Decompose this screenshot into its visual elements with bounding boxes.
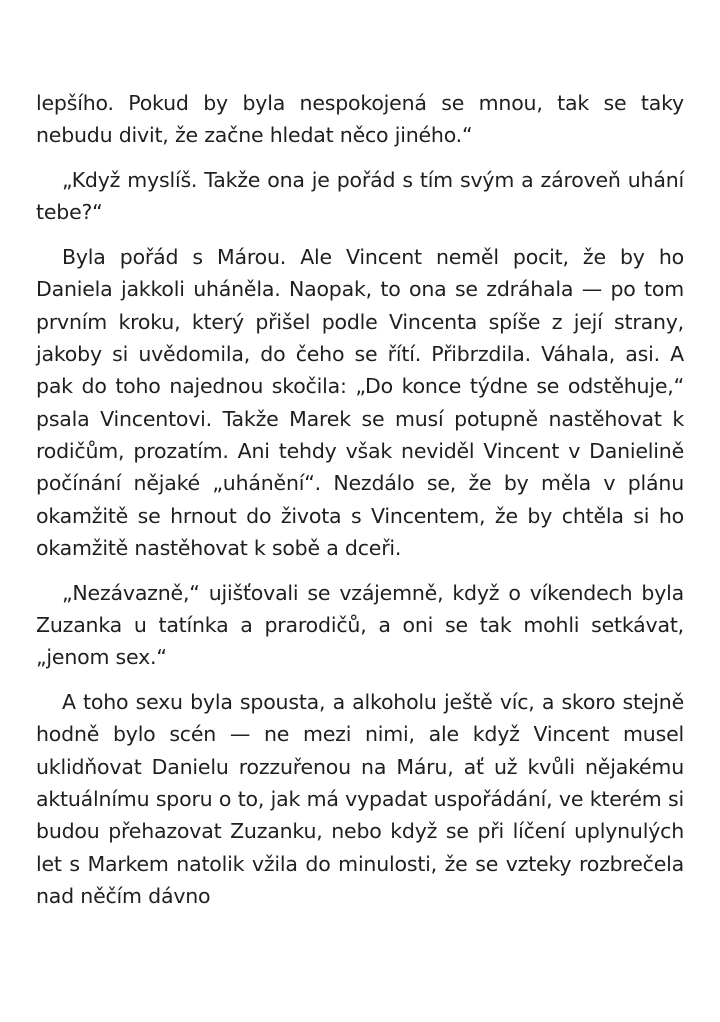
paragraph-4: „Nezávazně,“ ujišťovali se vzájemně, když o víkendech byla Zuzanka u tatínka a prarodičů, a oni se tak mohli setkávat, „jenom sex.“ [36,580,684,670]
page-text [36,87,684,925]
paragraph-2: „Když myslíš. Takže ona je pořád s tím svým a zároveň uhání tebe?“ [36,168,684,225]
paragraph-3: Byla pořád s Márou. Ale Vincent neměl pocit, že by ho Daniela jakkoli uháněla. Naopak, to ona se zdráhala — po tom prvním kroku, který přišel podle Vincenta spíše z její strany, jakoby si uvědomila, do čeho se řítí. Přibrzdila. Váhala, asi. A pak do toho najednou skočila: „Do konce týdne se odstěhuje,“ psala Vincentovi. Takže Marek se musí potupně nastěhovat k rodičům, prozatím. Ani tehdy však neviděl Vincent v Danielině počínání nějaké „uhánění“. Nezdálo se, že by měla v plánu okamžitě se hrnout do života s Vincentem, že by chtěla si ho okamžitě nastěhovat k sobě a dceři. [36,245,684,560]
paragraph-1: lepšího. Pokud by byla nespokojená se mnou, tak se taky nebudu divit, že začne hledat něco jiného.“ [36,91,684,148]
paragraph-5: A toho sexu byla spousta, a alkoholu ještě víc, a skoro stejně hodně bylo scén — ne mezi nimi, ale když Vincent musel uklidňovat Danielu rozzuřenou na Máru, ať už kvůli nějakému aktuálnímu sporu o to, jak má vypadat uspořádání, ve kterém si budou přehazovat Zuzanku, nebo když se při líčení uplynulých let s Markem natolik vžila do minulosti, že se vzteky rozbrečela nad něčím dávno [36,690,684,908]
